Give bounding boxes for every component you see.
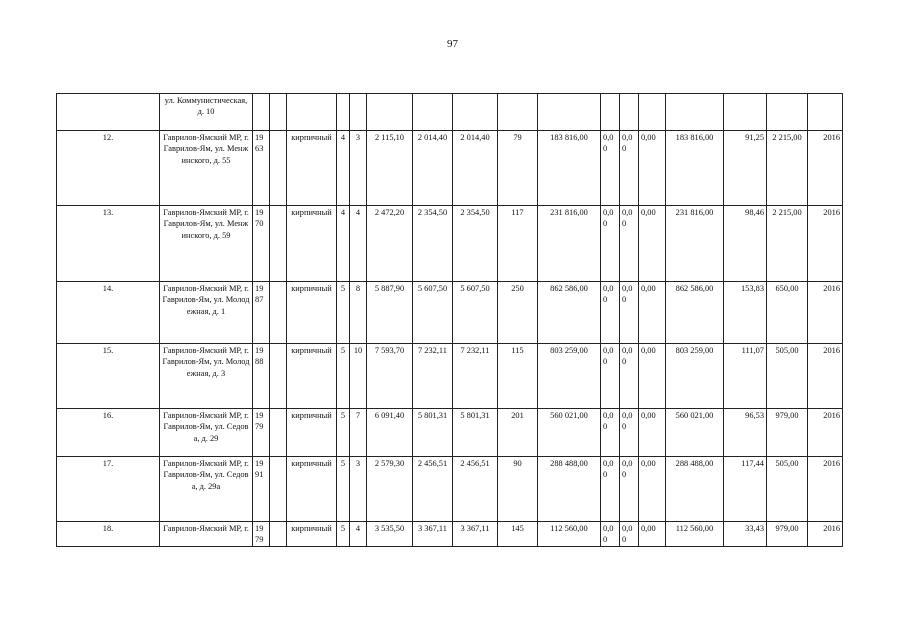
cell-address: Гаврилов-Ямский МР, г. Гаврилов-Ям, ул. Седова, д. 29а bbox=[160, 457, 253, 522]
cell-fund3: 0,00 bbox=[639, 206, 666, 282]
cell-area-total: 2 579,30 bbox=[367, 457, 413, 522]
cell-area-residential: 2 456,51 bbox=[453, 457, 498, 522]
cell-limit-cost: 979,00 bbox=[767, 409, 808, 457]
cell-area-residential: 2 014,40 bbox=[453, 131, 498, 206]
cell-floors: 5 bbox=[337, 457, 350, 522]
cell-residents: 201 bbox=[498, 409, 538, 457]
cell-blank bbox=[253, 94, 270, 131]
cell-fund3: 0,00 bbox=[639, 131, 666, 206]
cell-own-funds: 862 586,00 bbox=[666, 282, 724, 344]
cell-area-total: 2 115,10 bbox=[367, 131, 413, 206]
cell-own-funds: 183 816,00 bbox=[666, 131, 724, 206]
cell-num: 17. bbox=[57, 457, 160, 522]
cell-material: кирпичный bbox=[287, 409, 337, 457]
cell-material: кирпичный bbox=[287, 131, 337, 206]
cell-fund1: 0,00 bbox=[601, 409, 620, 457]
cell-residents: 250 bbox=[498, 282, 538, 344]
cell-fund1: 0,00 bbox=[601, 206, 620, 282]
housing-register-table bbox=[56, 93, 843, 547]
cell-floors: 4 bbox=[337, 131, 350, 206]
table-row-continuation bbox=[57, 94, 843, 131]
cell-cost-total: 288 488,00 bbox=[538, 457, 601, 522]
cell-year: 1987 bbox=[253, 282, 270, 344]
cell-num: 13. bbox=[57, 206, 160, 282]
cell-address: Гаврилов-Ямский МР, г. Гаврилов-Ям, ул. Менжинского, д. 55 bbox=[160, 131, 253, 206]
cell-fund3: 0,00 bbox=[639, 457, 666, 522]
cell-year: 1979 bbox=[253, 409, 270, 457]
cell-entrances bbox=[350, 94, 367, 131]
cell-area-residential: 5 607,50 bbox=[453, 282, 498, 344]
table-row bbox=[57, 344, 843, 409]
table-row bbox=[57, 522, 843, 547]
cell-entrances: 3 bbox=[350, 457, 367, 522]
cell-area-living: 7 232,11 bbox=[413, 344, 453, 409]
cell-limit-cost: 505,00 bbox=[767, 344, 808, 409]
cell-fund1: 0,00 bbox=[601, 344, 620, 409]
cell-year: 1963 bbox=[253, 131, 270, 206]
cell-planned-year: 2016 bbox=[808, 409, 843, 457]
cell-area-total: 5 887,90 bbox=[367, 282, 413, 344]
cell-fund3 bbox=[639, 94, 666, 131]
cell-material: кирпичный bbox=[287, 522, 337, 547]
cell-fund3: 0,00 bbox=[639, 409, 666, 457]
cell-area-living bbox=[413, 94, 453, 131]
cell-address: Гаврилов-Ямский МР, г. Гаврилов-Ям, ул. Молодежная, д. 1 bbox=[160, 282, 253, 344]
cell-cost-per-m2: 33,43 bbox=[724, 522, 767, 547]
cell-residents: 115 bbox=[498, 344, 538, 409]
cell-cost-total: 803 259,00 bbox=[538, 344, 601, 409]
cell-area-living: 3 367,11 bbox=[413, 522, 453, 547]
cell-fund2: 0,00 bbox=[620, 522, 639, 547]
cell-own-funds bbox=[666, 94, 724, 131]
cell-residents: 79 bbox=[498, 131, 538, 206]
cell-material: кирпичный bbox=[287, 206, 337, 282]
cell-entrances: 4 bbox=[350, 522, 367, 547]
cell-area-living: 2 354,50 bbox=[413, 206, 453, 282]
cell-blank bbox=[270, 206, 287, 282]
cell-area-living: 5 607,50 bbox=[413, 282, 453, 344]
cell-blank bbox=[270, 131, 287, 206]
cell-own-funds: 231 816,00 bbox=[666, 206, 724, 282]
cell-blank bbox=[270, 94, 287, 131]
cell-own-funds: 112 560,00 bbox=[666, 522, 724, 547]
cell-cost-total bbox=[538, 94, 601, 131]
cell-fund2: 0,00 bbox=[620, 409, 639, 457]
page-number: 97 bbox=[447, 38, 458, 50]
cell-area-residential: 5 801,31 bbox=[453, 409, 498, 457]
cell-cost-total: 183 816,00 bbox=[538, 131, 601, 206]
cell-year: 1988 bbox=[253, 344, 270, 409]
cell-year: 1970 bbox=[253, 206, 270, 282]
cell-material: кирпичный bbox=[287, 344, 337, 409]
cell-fund1: 0,00 bbox=[601, 522, 620, 547]
cell-num: 14. bbox=[57, 282, 160, 344]
cell-material: кирпичный bbox=[287, 457, 337, 522]
cell-cost-total: 560 021,00 bbox=[538, 409, 601, 457]
cell-floors: 5 bbox=[337, 344, 350, 409]
cell-limit-cost bbox=[767, 94, 808, 131]
cell-cost-per-m2: 96,53 bbox=[724, 409, 767, 457]
cell-entrances: 10 bbox=[350, 344, 367, 409]
cell-entrances: 7 bbox=[350, 409, 367, 457]
cell-own-funds: 560 021,00 bbox=[666, 409, 724, 457]
cell-address: Гаврилов-Ямский МР, г. Гаврилов-Ям, ул. Менжинского, д. 59 bbox=[160, 206, 253, 282]
table-row bbox=[57, 282, 843, 344]
table-row bbox=[57, 206, 843, 282]
cell-area-total: 3 535,50 bbox=[367, 522, 413, 547]
cell-residents bbox=[498, 94, 538, 131]
cell-fund3: 0,00 bbox=[639, 344, 666, 409]
table-row bbox=[57, 131, 843, 206]
cell-area-living: 2 456,51 bbox=[413, 457, 453, 522]
cell-address: Гаврилов-Ямский МР, г. bbox=[160, 522, 253, 547]
cell-num: 16. bbox=[57, 409, 160, 457]
cell-own-funds: 803 259,00 bbox=[666, 344, 724, 409]
cell-area-total: 6 091,40 bbox=[367, 409, 413, 457]
cell-planned-year: 2016 bbox=[808, 131, 843, 206]
cell-fund1: 0,00 bbox=[601, 282, 620, 344]
cell-residents: 117 bbox=[498, 206, 538, 282]
cell-num: 12. bbox=[57, 131, 160, 206]
cell-material: кирпичный bbox=[287, 282, 337, 344]
cell-cost-per-m2: 91,25 bbox=[724, 131, 767, 206]
cell-floors bbox=[337, 94, 350, 131]
cell-fund2: 0,00 bbox=[620, 457, 639, 522]
cell-year: 1991 bbox=[253, 457, 270, 522]
cell-limit-cost: 650,00 bbox=[767, 282, 808, 344]
cell-address: Гаврилов-Ямский МР, г. Гаврилов-Ям, ул. Молодежная, д. 3 bbox=[160, 344, 253, 409]
cell-planned-year: 2016 bbox=[808, 522, 843, 547]
cell-material bbox=[287, 94, 337, 131]
cell-fund2: 0,00 bbox=[620, 344, 639, 409]
cell-entrances: 4 bbox=[350, 206, 367, 282]
cell-own-funds: 288 488,00 bbox=[666, 457, 724, 522]
cell-year: 1979 bbox=[253, 522, 270, 547]
cell-cost-per-m2: 153,83 bbox=[724, 282, 767, 344]
cell-cost-per-m2: 117,44 bbox=[724, 457, 767, 522]
cell-area-residential: 2 354,50 bbox=[453, 206, 498, 282]
cell-address: ул. Коммунистическая, д. 10 bbox=[160, 94, 253, 131]
cell-fund2: 0,00 bbox=[620, 282, 639, 344]
cell-cost-per-m2: 98,46 bbox=[724, 206, 767, 282]
cell-blank bbox=[270, 282, 287, 344]
cell-limit-cost: 2 215,00 bbox=[767, 131, 808, 206]
cell-fund2 bbox=[620, 94, 639, 131]
cell-fund3: 0,00 bbox=[639, 282, 666, 344]
cell-planned-year: 2016 bbox=[808, 457, 843, 522]
cell-blank bbox=[270, 522, 287, 547]
cell-fund1: 0,00 bbox=[601, 457, 620, 522]
cell-num: 18. bbox=[57, 522, 160, 547]
cell-area-living: 2 014,40 bbox=[413, 131, 453, 206]
cell-planned-year: 2016 bbox=[808, 282, 843, 344]
cell-area-living: 5 801,31 bbox=[413, 409, 453, 457]
cell-planned-year: 2016 bbox=[808, 344, 843, 409]
cell-blank bbox=[270, 344, 287, 409]
cell-fund2: 0,00 bbox=[620, 206, 639, 282]
cell-planned-year: 2016 bbox=[808, 206, 843, 282]
cell-area-total bbox=[367, 94, 413, 131]
cell-area-residential bbox=[453, 94, 498, 131]
cell-cost-total: 862 586,00 bbox=[538, 282, 601, 344]
cell-residents: 90 bbox=[498, 457, 538, 522]
cell-residents: 145 bbox=[498, 522, 538, 547]
cell-floors: 5 bbox=[337, 409, 350, 457]
cell-area-total: 7 593,70 bbox=[367, 344, 413, 409]
cell-num: 15. bbox=[57, 344, 160, 409]
cell-planned-year bbox=[808, 94, 843, 131]
cell-blank bbox=[270, 409, 287, 457]
cell-cost-per-m2: 111,07 bbox=[724, 344, 767, 409]
cell-address: Гаврилов-Ямский МР, г. Гаврилов-Ям, ул. Седова, д. 29 bbox=[160, 409, 253, 457]
cell-cost-total: 231 816,00 bbox=[538, 206, 601, 282]
table-row bbox=[57, 457, 843, 522]
cell-limit-cost: 505,00 bbox=[767, 457, 808, 522]
cell-floors: 4 bbox=[337, 206, 350, 282]
cell-cost-total: 112 560,00 bbox=[538, 522, 601, 547]
cell-floors: 5 bbox=[337, 282, 350, 344]
cell-limit-cost: 979,00 bbox=[767, 522, 808, 547]
cell-area-residential: 3 367,11 bbox=[453, 522, 498, 547]
cell-blank bbox=[270, 457, 287, 522]
table-row bbox=[57, 409, 843, 457]
cell-entrances: 3 bbox=[350, 131, 367, 206]
cell-area-total: 2 472,20 bbox=[367, 206, 413, 282]
cell-num bbox=[57, 94, 160, 131]
cell-floors: 5 bbox=[337, 522, 350, 547]
cell-limit-cost: 2 215,00 bbox=[767, 206, 808, 282]
cell-fund1: 0,00 bbox=[601, 131, 620, 206]
cell-cost-per-m2 bbox=[724, 94, 767, 131]
cell-fund2: 0,00 bbox=[620, 131, 639, 206]
cell-entrances: 8 bbox=[350, 282, 367, 344]
cell-fund3: 0,00 bbox=[639, 522, 666, 547]
cell-area-residential: 7 232,11 bbox=[453, 344, 498, 409]
cell-fund1 bbox=[601, 94, 620, 131]
